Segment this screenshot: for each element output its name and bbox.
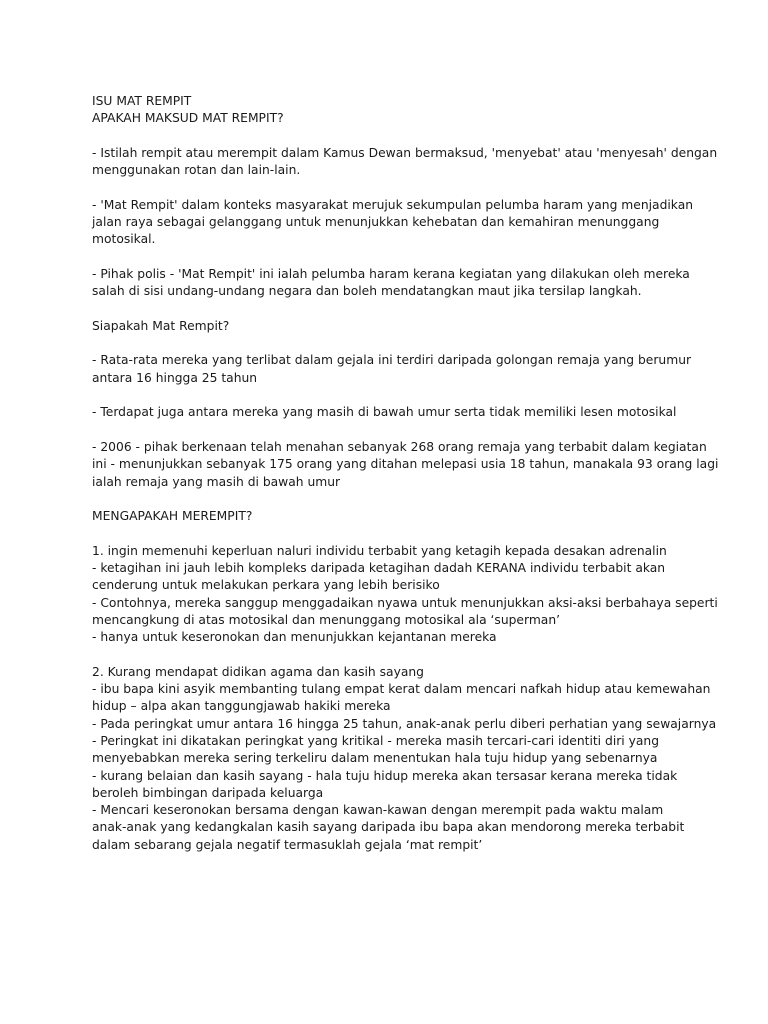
section-line: - Contohnya, mereka sanggup menggadaikan nyawa untuk menunjukkan aksi-aksi berbahaya seperti <box>92 595 718 610</box>
heading-mengapakah: MENGAPAKAH MEREMPIT? <box>92 509 253 524</box>
section-line: - Pada peringkat umur antara 16 hingga 25 tahun, anak-anak perlu diberi perhatian yang sewajarnya <box>92 716 717 731</box>
section-line: 2. Kurang mendapat didikan agama dan kasih sayang <box>92 664 424 679</box>
paragraph-gap <box>92 422 712 439</box>
section-line: - Peringkat ini dikatakan peringkat yang kritikal - mereka masih tercari-cari identiti diri yang <box>92 733 660 748</box>
document-subtitle: APAKAH MAKSUD MAT REMPIT? <box>92 111 284 126</box>
paragraph-terdapat <box>92 404 712 421</box>
section-2 <box>92 664 717 854</box>
section-line: 1. ingin memenuhi keperluan naluri individu terbabit yang ketagih kepada desakan adrenalin <box>92 543 667 558</box>
section-line: - hanya untuk keseronokan dan menunjukkan kejantanan mereka <box>92 630 497 645</box>
paragraph-gap <box>92 335 712 352</box>
paragraph-gap <box>92 491 712 508</box>
paragraph-line: ialah remaja yang masih di bawah umur <box>92 474 341 489</box>
paragraph-polis <box>92 266 712 301</box>
paragraph-line: - Istilah rempit atau merempit dalam Kamus Dewan bermaksud, 'menyebat' atau 'menyesah' dengan <box>92 145 718 160</box>
paragraph-line: - 2006 - pihak berkenaan telah menahan sebanyak 268 orang remaja yang terbabit dalam kegiatan <box>92 439 707 454</box>
section-line: - ketagihan ini jauh lebih kompleks daripada ketagihan dadah KERANA individu terbabit akan <box>92 561 666 576</box>
section-line: - Mencari keseronokan bersama dengan kawan-kawan dengan merempit pada waktu malam <box>92 803 664 818</box>
section-line: cenderung untuk melakukan perkara yang lebih berisiko <box>92 578 440 593</box>
section-line: dalam sebarang gejala negatif termasuklah gejala ‘mat rempit’ <box>92 837 483 852</box>
section-line: - ibu bapa kini asyik membanting tulang empat kerat dalam mencari nafkah hidup atau kemewahan <box>92 682 711 697</box>
paragraph-gap <box>92 249 712 266</box>
heading-siapakah: Siapakah Mat Rempit? <box>92 318 230 333</box>
section-line: - kurang belaian dan kasih sayang - hala tuju hidup mereka akan tersasar kerana mereka tidak <box>92 768 678 783</box>
paragraph-line: jalan raya sebagai gelanggang untuk menunjukkan kehebatan dan kemahiran menunggang <box>92 215 660 230</box>
paragraph-gap <box>92 387 712 404</box>
paragraph-line: menggunakan rotan dan lain-lain. <box>92 163 301 178</box>
paragraph-konteks <box>92 197 712 249</box>
paragraph-gap <box>92 647 712 664</box>
paragraph-gap <box>92 301 712 318</box>
paragraph-line: motosikal. <box>92 232 156 247</box>
document-body <box>92 93 719 854</box>
paragraph-gap <box>92 179 712 196</box>
paragraph-line: salah di sisi undang-undang negara dan boleh mendatangkan maut jika tersilap langkah. <box>92 284 642 299</box>
paragraph-ratarata <box>92 352 712 387</box>
section-line: menyebabkan mereka sering terkeliru dalam menentukan hala tuju hidup yang sebenarnya <box>92 751 658 766</box>
paragraph-gap <box>92 128 712 145</box>
section-line: anak-anak yang kedangkalan kasih sayang daripada ibu bapa akan mendorong mereka terbabit <box>92 820 685 835</box>
section-line: hidup – alpa akan tanggungjawab hakiki mereka <box>92 699 391 714</box>
paragraph-2006 <box>92 439 719 491</box>
paragraph-gap <box>92 525 712 542</box>
paragraph-line: - 'Mat Rempit' dalam konteks masyarakat merujuk sekumpulan pelumba haram yang menjadikan <box>92 197 694 212</box>
paragraph-line: - Rata-rata mereka yang terlibat dalam gejala ini terdiri daripada golongan remaja yang berumur <box>92 353 692 368</box>
paragraph-line: - Terdapat juga antara mereka yang masih di bawah umur serta tidak memiliki lesen motosikal <box>92 405 677 420</box>
section-1 <box>92 543 718 647</box>
document-title: ISU MAT REMPIT <box>92 94 192 108</box>
paragraph-line: - Pihak polis - 'Mat Rempit' ini ialah pelumba haram kerana kegiatan yang dilakukan oleh mereka <box>92 266 690 281</box>
section-line: beroleh bimbingan daripada keluarga <box>92 785 324 800</box>
paragraph-istilah <box>92 145 718 180</box>
paragraph-line: antara 16 hingga 25 tahun <box>92 370 258 385</box>
section-line: mencangkung di atas motosikal dan menunggang motosikal ala ‘superman’ <box>92 612 561 627</box>
paragraph-line: ini - menunjukkan sebanyak 175 orang yang ditahan melepasi usia 18 tahun, manakala 93 orang lagi <box>92 457 719 472</box>
